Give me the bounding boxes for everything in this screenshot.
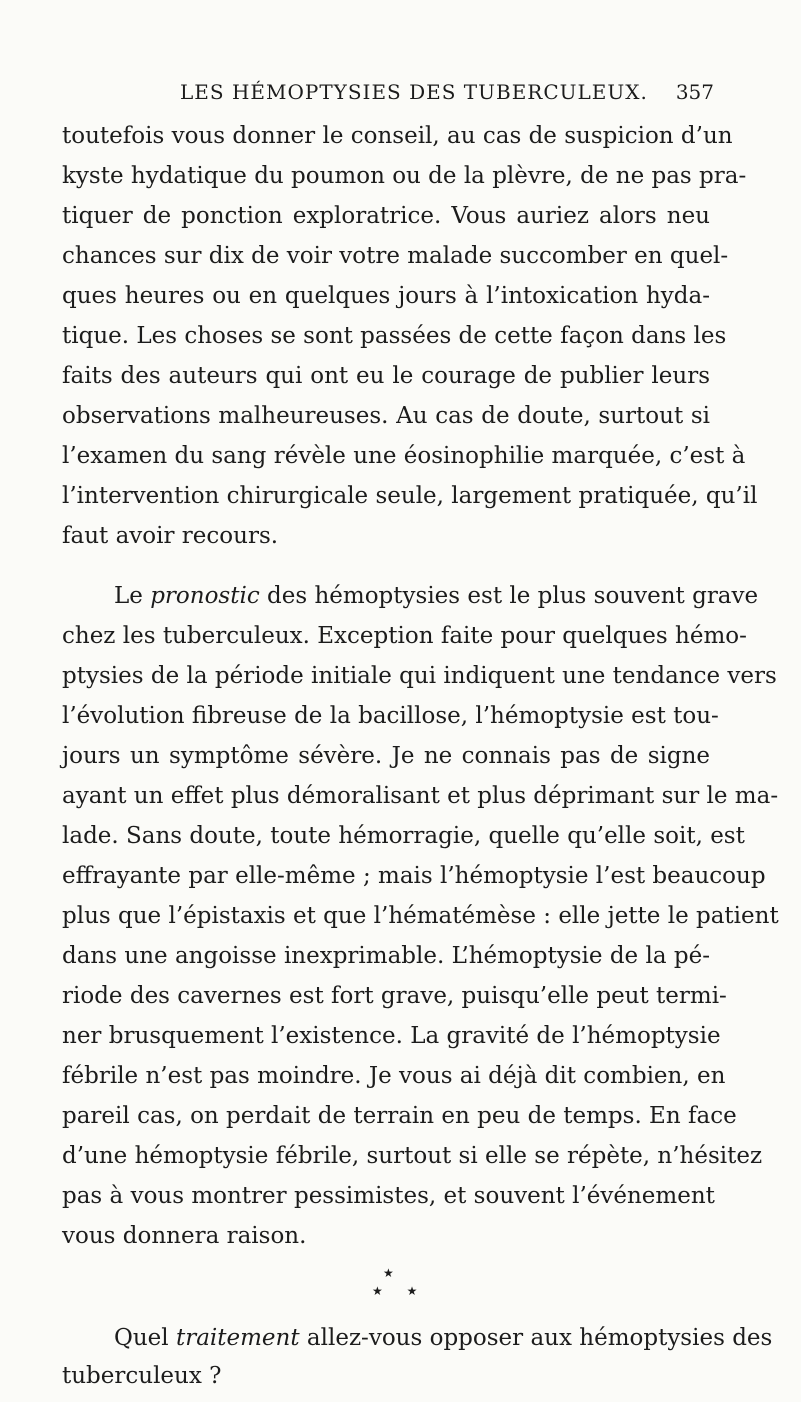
text-line: ptysies de la période initiale qui indiquent une tendance vers <box>62 663 777 689</box>
text-line: faut avoir recours. <box>62 523 279 549</box>
text-line: chez les tuberculeux. Exception faite pour quelques hémo- <box>62 623 747 649</box>
text-line-traitement <box>114 1318 773 1358</box>
separator-stars-icon: ★ ★ <box>372 1284 428 1298</box>
text-line: fébrile n’est pas moindre. Je vous ai déjà dit combien, en <box>62 1063 726 1089</box>
text-segment: Le <box>114 583 151 609</box>
text-line: effrayante par elle-même ; mais l’hémoptysie l’est beaucoup <box>62 863 766 889</box>
text-line: kyste hydatique du poumon ou de la plèvre, de ne pas pra- <box>62 163 747 189</box>
text-line: toutefois vous donner le conseil, au cas de suspicion d’un <box>62 123 733 149</box>
text-line: vous donnera raison. <box>62 1223 307 1249</box>
page-number: 357 <box>675 80 714 104</box>
text-line: dans une angoisse inexprimable. L’hémoptysie de la pé- <box>62 943 710 969</box>
emphasis-pronostic: pronostic <box>150 583 260 609</box>
text-line: l’évolution fibreuse de la bacillose, l’hémoptysie est tou- <box>62 703 719 729</box>
text-line: faits des auteurs qui ont eu le courage de publier leurs <box>62 363 710 389</box>
text-line: tique. Les choses se sont passées de cette façon dans les <box>62 323 727 349</box>
text-segment: des hémoptysies est le plus souvent grave <box>259 583 759 609</box>
text-line: riode des cavernes est fort grave, puisqu’elle peut termi- <box>62 983 727 1009</box>
text-line: observations malheureuses. Au cas de doute, surtout si <box>62 403 710 429</box>
text-line: tuberculeux ? <box>62 1363 222 1389</box>
text-segment: allez-vous opposer aux hémoptysies des <box>299 1325 773 1351</box>
text-line: pareil cas, on perdait de terrain en peu de temps. En face <box>62 1103 737 1129</box>
running-title: LES HÉMOPTYSIES DES TUBERCULEUX. <box>180 80 648 104</box>
text-line: jours un symptôme sévère. Je ne connais pas de signe <box>62 743 710 769</box>
text-line: pas à vous montrer pessimistes, et souvent l’événement <box>62 1183 715 1209</box>
text-line: lade. Sans doute, toute hémorragie, quelle qu’elle soit, est <box>62 823 745 849</box>
text-line-pronostic <box>114 576 759 616</box>
text-line: l’intervention chirurgicale seule, largement pratiquée, qu’il <box>62 483 758 509</box>
text-line: ner brusquement l’existence. La gravité de l’hémoptysie <box>62 1023 721 1049</box>
text-line: d’une hémoptysie fébrile, surtout si elle se répète, n’hésitez <box>62 1143 763 1169</box>
text-line: ques heures ou en quelques jours à l’intoxication hyda- <box>62 283 710 309</box>
separator-star-icon: ★ <box>383 1266 394 1280</box>
text-line: plus que l’épistaxis et que l’hématémèse : elle jette le patient <box>62 903 779 929</box>
text-line: ayant un effet plus démoralisant et plus déprimant sur le ma- <box>62 783 779 809</box>
text-line: tiquer de ponction exploratrice. Vous auriez alors neu <box>62 203 710 229</box>
emphasis-traitement: traitement <box>175 1325 300 1351</box>
text-line: chances sur dix de voir votre malade succomber en quel- <box>62 243 729 269</box>
text-line: l’examen du sang révèle une éosinophilie marquée, c’est à <box>62 443 746 469</box>
text-segment: Quel <box>114 1325 176 1351</box>
